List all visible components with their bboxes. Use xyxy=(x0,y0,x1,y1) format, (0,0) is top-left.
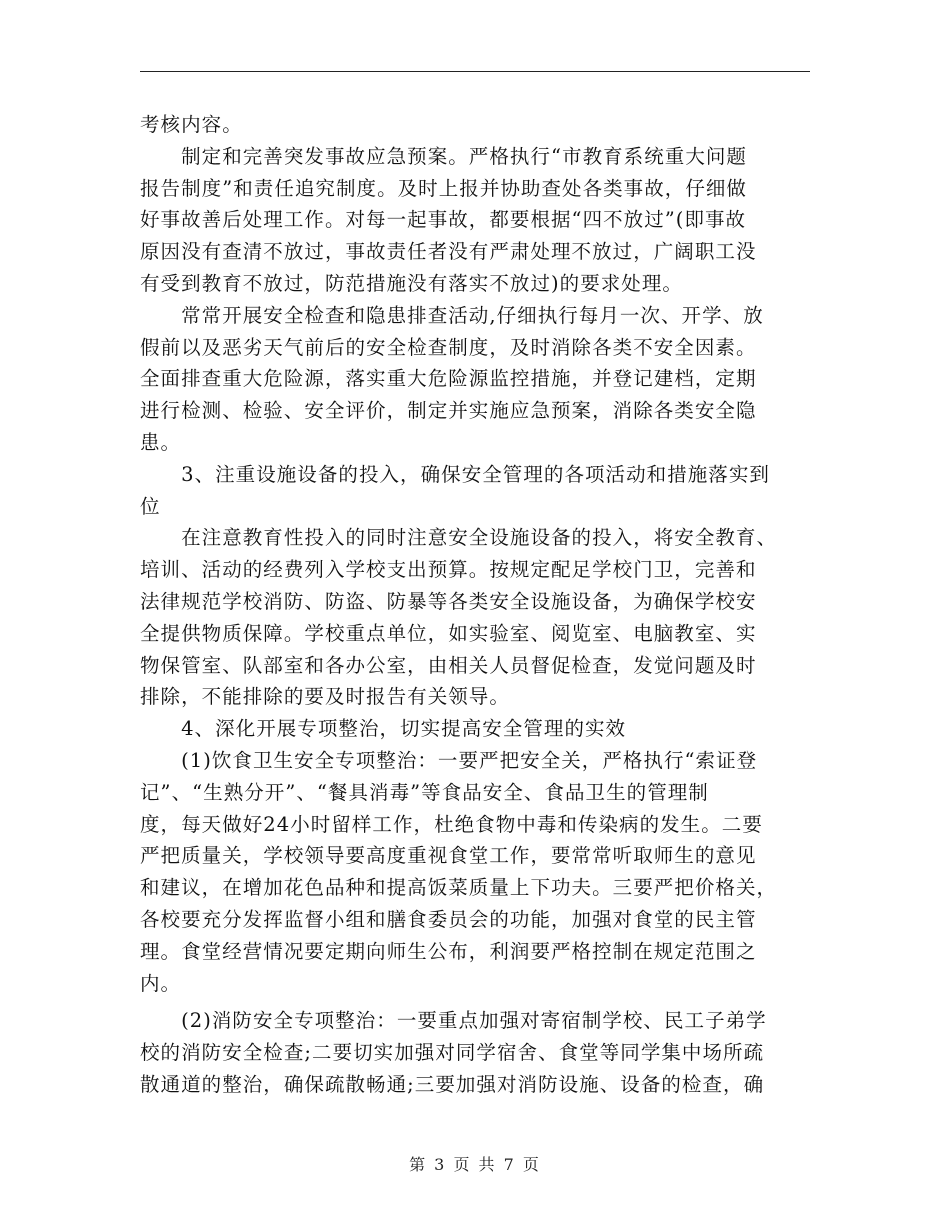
text-line: 报告制度”和责任追究制度。及时上报并协助查处各类事故，仔细做 xyxy=(140,176,747,200)
text-line: 3、注重设施设备的投入，确保安全管理的各项活动和措施落实到 xyxy=(140,462,770,486)
text-line: 好事故善后处理工作。对每一起事故，都要根据“四不放过”(即事故 xyxy=(140,208,747,232)
text-line: 散通道的整治，确保疏散畅通;三要加强对消防设施、设备的检查，确 xyxy=(140,1072,765,1096)
text-line: 考核内容。 xyxy=(140,113,243,136)
text-line: 位 xyxy=(140,494,161,518)
text-line: 和建议，在增加花色品种和提高饭菜质量上下功夫。三要严把价格关， xyxy=(140,876,778,900)
text-line: 内。 xyxy=(140,971,182,995)
text-line: 全面排查重大危险源，落实重大危险源监控措施，并登记建档，定期 xyxy=(140,367,757,391)
text-line: 制定和完善突发事故应急预案。严格执行“市教育系统重大问题 xyxy=(140,144,747,168)
text-line: 进行检测、检验、安全评价，制定并实施应急预案，消除各类安全隐 xyxy=(140,399,757,423)
text-line: 有受到教育不放过，防范措施没有落实不放过)的要求处理。 xyxy=(140,271,683,295)
text-line: 假前以及恶劣天气前后的安全检查制度，及时消除各类不安全因素。 xyxy=(140,335,757,359)
text-line: 严把质量关，学校领导要高度重视食堂工作，要常常听取师生的意见 xyxy=(140,844,757,868)
text-line: 培训、活动的经费列入学校支出预算。按规定配足学校门卫，完善和 xyxy=(140,558,757,582)
body-text xyxy=(140,109,810,1101)
text-line: (2)消防安全专项整治：一要重点加强对寄宿制学校、民工子弟学 xyxy=(140,1009,767,1033)
header-rule xyxy=(140,71,810,72)
text-line: 4、深化开展专项整治，切实提高安全管理的实效 xyxy=(140,717,627,741)
text-line: 校的消防安全检查;二要切实加强对同学宿舍、食堂等同学集中场所疏 xyxy=(140,1041,765,1065)
text-line: 理。食堂经营情况要定期向师生公布，利润要严格控制在规定范围之 xyxy=(140,939,757,963)
text-line: 排除，不能排除的要及时报告有关领导。 xyxy=(140,685,510,709)
text-line: 物保管室、队部室和各办公室，由相关人员督促检查，发觉问题及时 xyxy=(140,653,757,677)
text-line: 常常开展安全检查和隐患排查活动,仔细执行每月一次、开学、放 xyxy=(140,303,764,327)
page-footer xyxy=(0,1152,950,1175)
text-line: 在注意教育性投入的同时注意安全设施设备的投入，将安全教育、 xyxy=(140,526,778,550)
text-line: (1)饮食卫生安全专项整治：一要严把安全关，严格执行“索证登 xyxy=(140,748,758,772)
page-number: 第 3 页 共 7 页 xyxy=(409,1155,541,1174)
text-line: 全提供物质保障。学校重点单位，如实验室、阅览室、电脑教室、实 xyxy=(140,621,757,645)
text-line: 度，每天做好24小时留样工作，杜绝食物中毒和传染病的发生。二要 xyxy=(140,812,763,836)
text-line: 患。 xyxy=(140,430,182,454)
text-line: 各校要充分发挥监督小组和膳食委员会的功能，加强对食堂的民主管 xyxy=(140,907,757,931)
text-line: 法律规范学校消防、防盗、防暴等各类安全设施设备，为确保学校安 xyxy=(140,589,757,613)
text-line: 原因没有查清不放过，事故责任者没有严肃处理不放过，广阔职工没 xyxy=(140,240,757,264)
text-line: 记”、“生熟分开”、“餐具消毒”等食品安全、食品卫生的管理制 xyxy=(140,780,709,804)
